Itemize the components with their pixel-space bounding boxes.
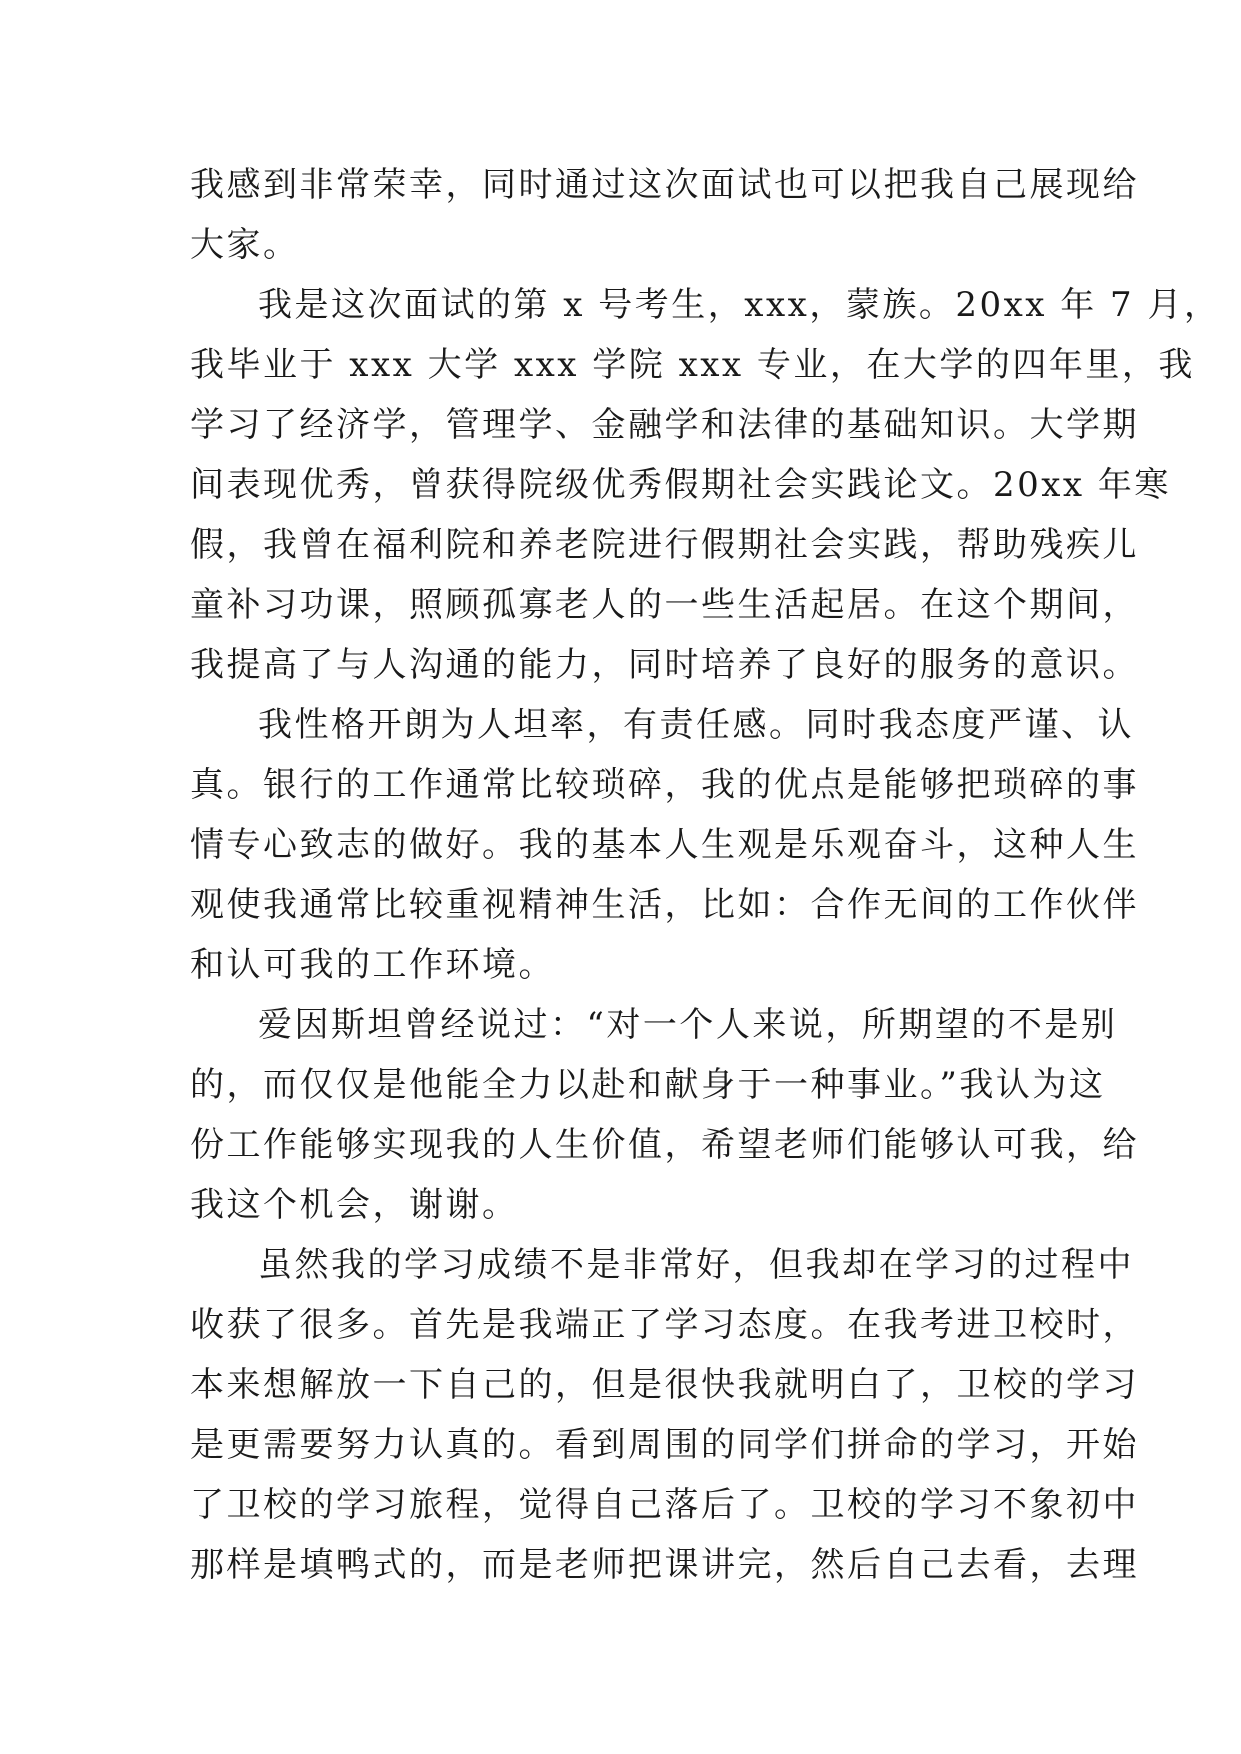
text-line: 那样是填鸭式的，而是老师把课讲完，然后自己去看，去理 <box>190 1545 1139 1585</box>
text-line: 情专心致志的做好。我的基本人生观是乐观奋斗，这种人生 <box>190 825 1139 865</box>
paragraph-1 <box>190 155 1139 275</box>
text-line: 童补习功课，照顾孤寡老人的一些生活起居。在这个期间， <box>190 585 1139 625</box>
text-line: 了卫校的学习旅程，觉得自己落后了。卫校的学习不象初中 <box>190 1485 1139 1525</box>
document-body <box>190 155 1221 1595</box>
text-line: 我这个机会，谢谢。 <box>190 1185 519 1225</box>
text-line: 真。银行的工作通常比较琐碎，我的优点是能够把琐碎的事 <box>190 765 1139 805</box>
text-line: 爱因斯坦曾经说过：“对一个人来说，所期望的不是别 <box>258 1005 1118 1045</box>
text-line: 和认可我的工作环境。 <box>190 945 555 985</box>
text-line: 大家。 <box>190 225 300 265</box>
text-line: 收获了很多。首先是我端正了学习态度。在我考进卫校时， <box>190 1305 1139 1345</box>
text-line: 观使我通常比较重视精神生活，比如：合作无间的工作伙伴 <box>190 885 1139 925</box>
text-line: 的，而仅仅是他能全力以赴和献身于一种事业。”我认为这 <box>190 1065 1106 1105</box>
text-line: 我毕业于 xxx 大学 xxx 学院 xxx 专业，在大学的四年里，我 <box>190 345 1195 385</box>
paragraph-3 <box>190 695 1139 995</box>
text-line: 间表现优秀，曾获得院级优秀假期社会实践论文。20xx 年寒 <box>190 465 1171 505</box>
text-line: 我感到非常荣幸，同时通过这次面试也可以把我自己展现给 <box>190 165 1139 205</box>
text-line: 我是这次面试的第 x 号考生，xxx，蒙族。20xx 年 7 月， <box>258 285 1221 325</box>
text-line: 本来想解放一下自己的，但是很快我就明白了，卫校的学习 <box>190 1365 1139 1405</box>
text-line: 假，我曾在福利院和养老院进行假期社会实践，帮助残疾儿 <box>190 525 1139 565</box>
text-line: 份工作能够实现我的人生价值，希望老师们能够认可我，给 <box>190 1125 1139 1165</box>
text-line: 是更需要努力认真的。看到周围的同学们拼命的学习，开始 <box>190 1425 1139 1465</box>
text-line: 虽然我的学习成绩不是非常好，但我却在学习的过程中 <box>258 1245 1134 1285</box>
text-line: 我提高了与人沟通的能力，同时培养了良好的服务的意识。 <box>190 645 1139 685</box>
text-line: 我性格开朗为人坦率，有责任感。同时我态度严谨、认 <box>258 705 1134 745</box>
text-line: 学习了经济学，管理学、金融学和法律的基础知识。大学期 <box>190 405 1139 445</box>
paragraph-5 <box>190 1235 1139 1595</box>
paragraph-2 <box>190 275 1221 695</box>
paragraph-4 <box>190 995 1139 1235</box>
